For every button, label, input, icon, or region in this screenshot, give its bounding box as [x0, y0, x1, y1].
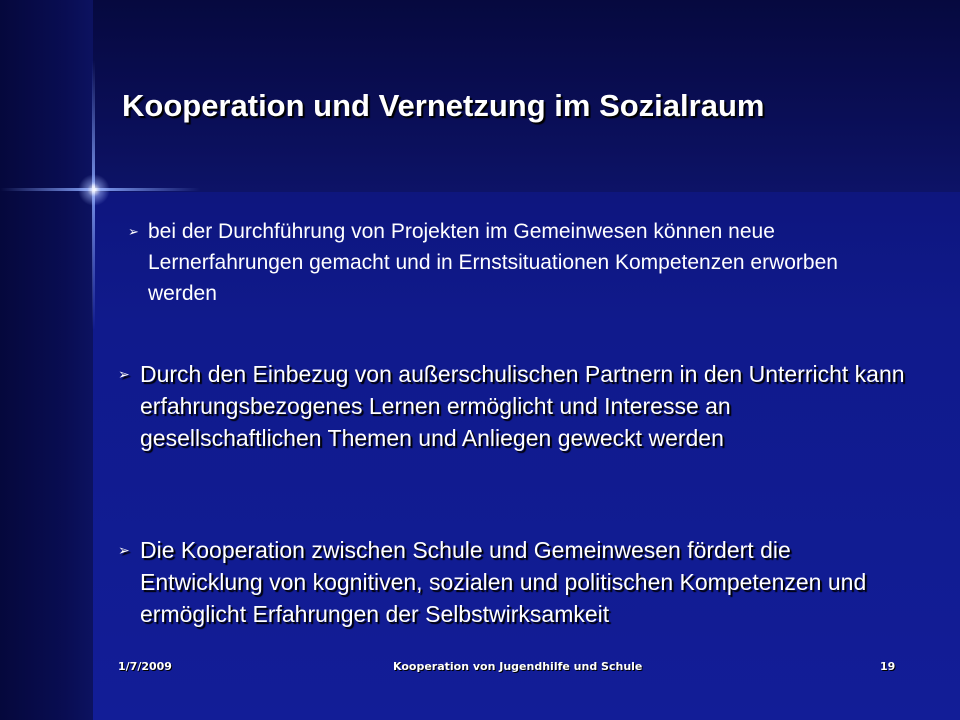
slide-number: 19 [880, 660, 896, 673]
bullet-text: Durch den Einbezug von außerschulischen Partnern in den Unterricht kann erfahrungsbezogenes Lernen ermöglicht und Interesse an gesellschaftlichen Themen und Anliegen geweckt werden [140, 361, 905, 451]
slide-title: Kooperation und Vernetzung im Sozialraum [122, 88, 765, 123]
bullet-text: Die Kooperation zwischen Schule und Gemeinwesen fördert die Entwicklung von kognitiven, sozialen und politischen Kompetenzen und ermöglicht Erfahrungen der Selbstwirksamkeit [140, 537, 867, 627]
bullet-text: bei der Durchführung von Projekten im Gemeinwesen können neue Lernerfahrungen gemacht und in Ernstsituationen Kompetenzen erworben werden [148, 220, 838, 305]
arrowhead-bullet-icon: ➢ [118, 366, 130, 382]
arrowhead-bullet-icon: ➢ [128, 224, 139, 239]
bullet-item-cooperation [118, 534, 908, 630]
bullet-item-partners [118, 358, 908, 454]
left-band [0, 0, 93, 720]
footer-title: Kooperation von Jugendhilfe und Schule [393, 660, 643, 673]
bullet-item-projects [128, 216, 888, 309]
sparkle-star-icon [78, 174, 110, 206]
footer-date: 1/7/2009 [118, 660, 172, 673]
arrowhead-bullet-icon: ➢ [118, 542, 130, 558]
